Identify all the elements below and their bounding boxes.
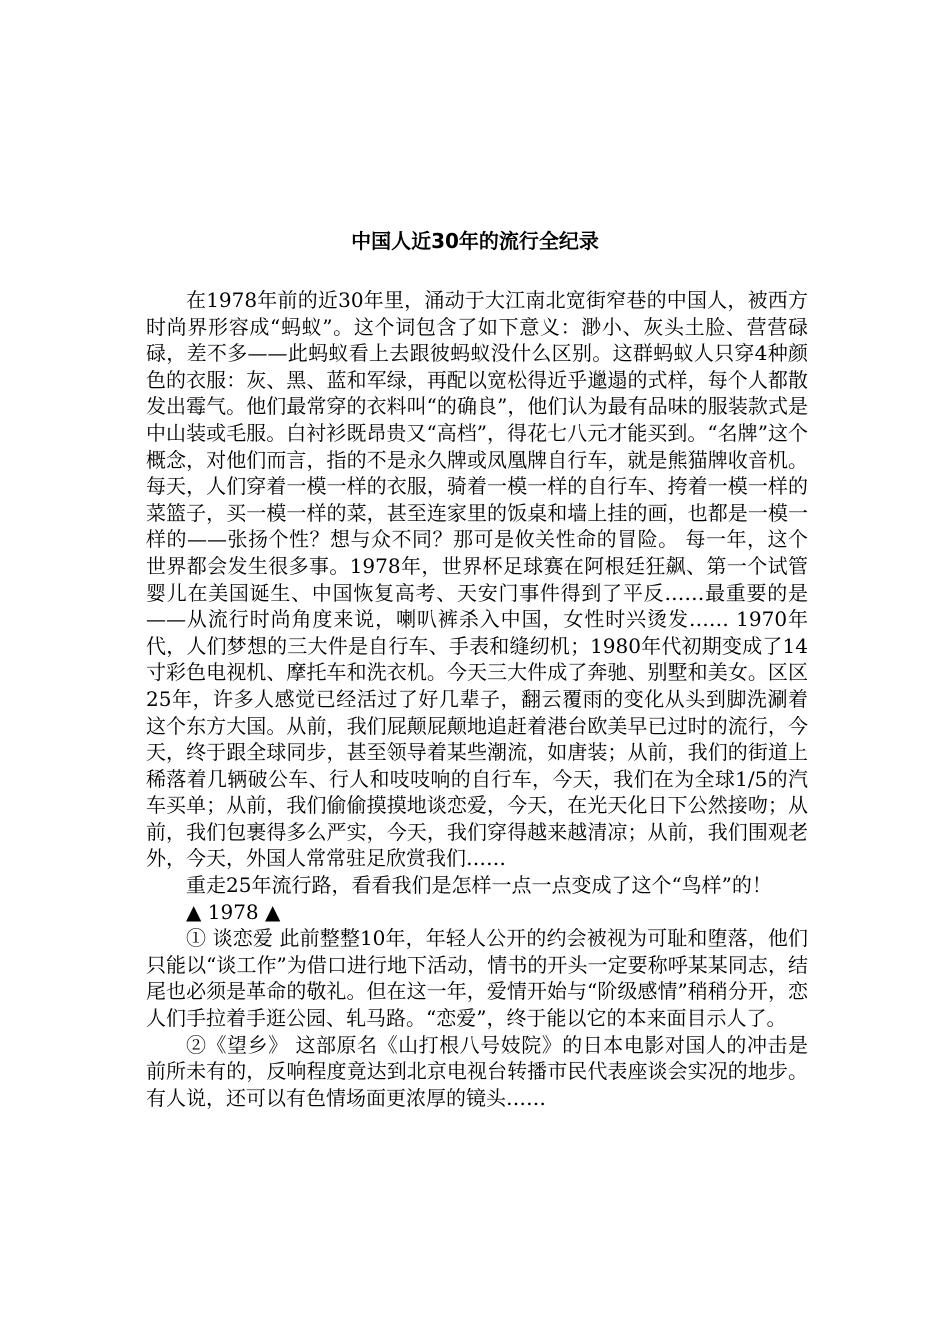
- section-heading-1978: ▲ 1978 ▲: [186, 899, 281, 924]
- paragraph-revisit: 重走25年流行路，看看我们是怎样一点一点变成了这个“鸟样”的！: [186, 873, 772, 898]
- document-title: 中国人近30年的流行全纪录: [351, 229, 599, 253]
- paragraph-film: ②《望乡》 这部原名《山打根八号妓院》的日本电影对国人的冲击是前所未有的，反响程度竟达到北京电视台转播市民代表座谈会实况的地步。有人说，还可以有色情场面更浓厚的镜头……: [146, 1032, 808, 1110]
- paragraph-romance: ① 谈恋爱 此前整整10年，年轻人公开的约会被视为可耻和堕落，他们只能以“谈工作”为借口进行地下活动，情书的开头一定要称呼某某同志，结尾也必须是革命的敬礼。但在这一年，爱情开始与“阶级感情”稍稍分开，恋人们手拉着手逛公园、轧马路。“恋爱”，终于能以它的本来面目示人了。: [146, 926, 808, 1031]
- document-body: [146, 287, 808, 1111]
- paragraph-intro: 在1978年前的近30年里，涌动于大江南北宽街窄巷的中国人，被西方时尚界形容成“蚂蚁”。这个词包含了如下意义：渺小、灰头土脸、营营碌碌，差不多——此蚂蚁看上去跟彼蚂蚁没什么区别。这群蚂蚁人只穿4种颜色的衣服：灰、黑、蓝和军绿，再配以宽松得近乎邋遢的式样，每个人都散发出霉气。他们最常穿的衣料叫“的确良”，他们认为最有品味的服装款式是中山装或毛服。白衬衫既昂贵又“高档”，得花七八元才能买到。“名牌”这个概念，对他们而言，指的不是永久牌或凤凰牌自行车，就是熊猫牌收音机。每天，人们穿着一模一样的衣服，骑着一模一样的自行车、挎着一模一样的菜篮子，买一模一样的菜，甚至连家里的饭桌和墙上挂的画，也都是一模一样的——张扬个性？想与众不同？那可是攸关性命的冒险。 每一年，这个世界都会发生很多事。1978年，世界杯足球赛在阿根廷狂飙、第一个试管婴儿在美国诞生、中国恢复高考、天安门事件得到了平反……最重要的是——从流行时尚角度来说，喇叭裤杀入中国，女性时兴烫发…… 1970年代，人们梦想的三大件是自行车、手表和缝纫机；1980年代初期变成了14寸彩色电视机、摩托车和洗衣机。今天三大件成了奔驰、别墅和美女。区区25年，许多人感觉已经活过了好几辈子，翻云覆雨的变化从头到脚洗涮着这个东方大国。从前，我们屁颠屁颠地追赶着港台欧美早已过时的流行，今天，终于跟全球同步，甚至领导着某些潮流，如唐装；从前，我们的街道上稀落着几辆破公车、行人和吱吱响的自行车，今天，我们在为全球1/5的汽车买单；从前，我们偷偷摸摸地谈恋爱，今天，在光天化日下公然接吻；从前，我们包裹得多么严实，今天，我们穿得越来越清凉；从前，我们围观老外，今天，外国人常常驻足欣赏我们……: [146, 288, 808, 871]
